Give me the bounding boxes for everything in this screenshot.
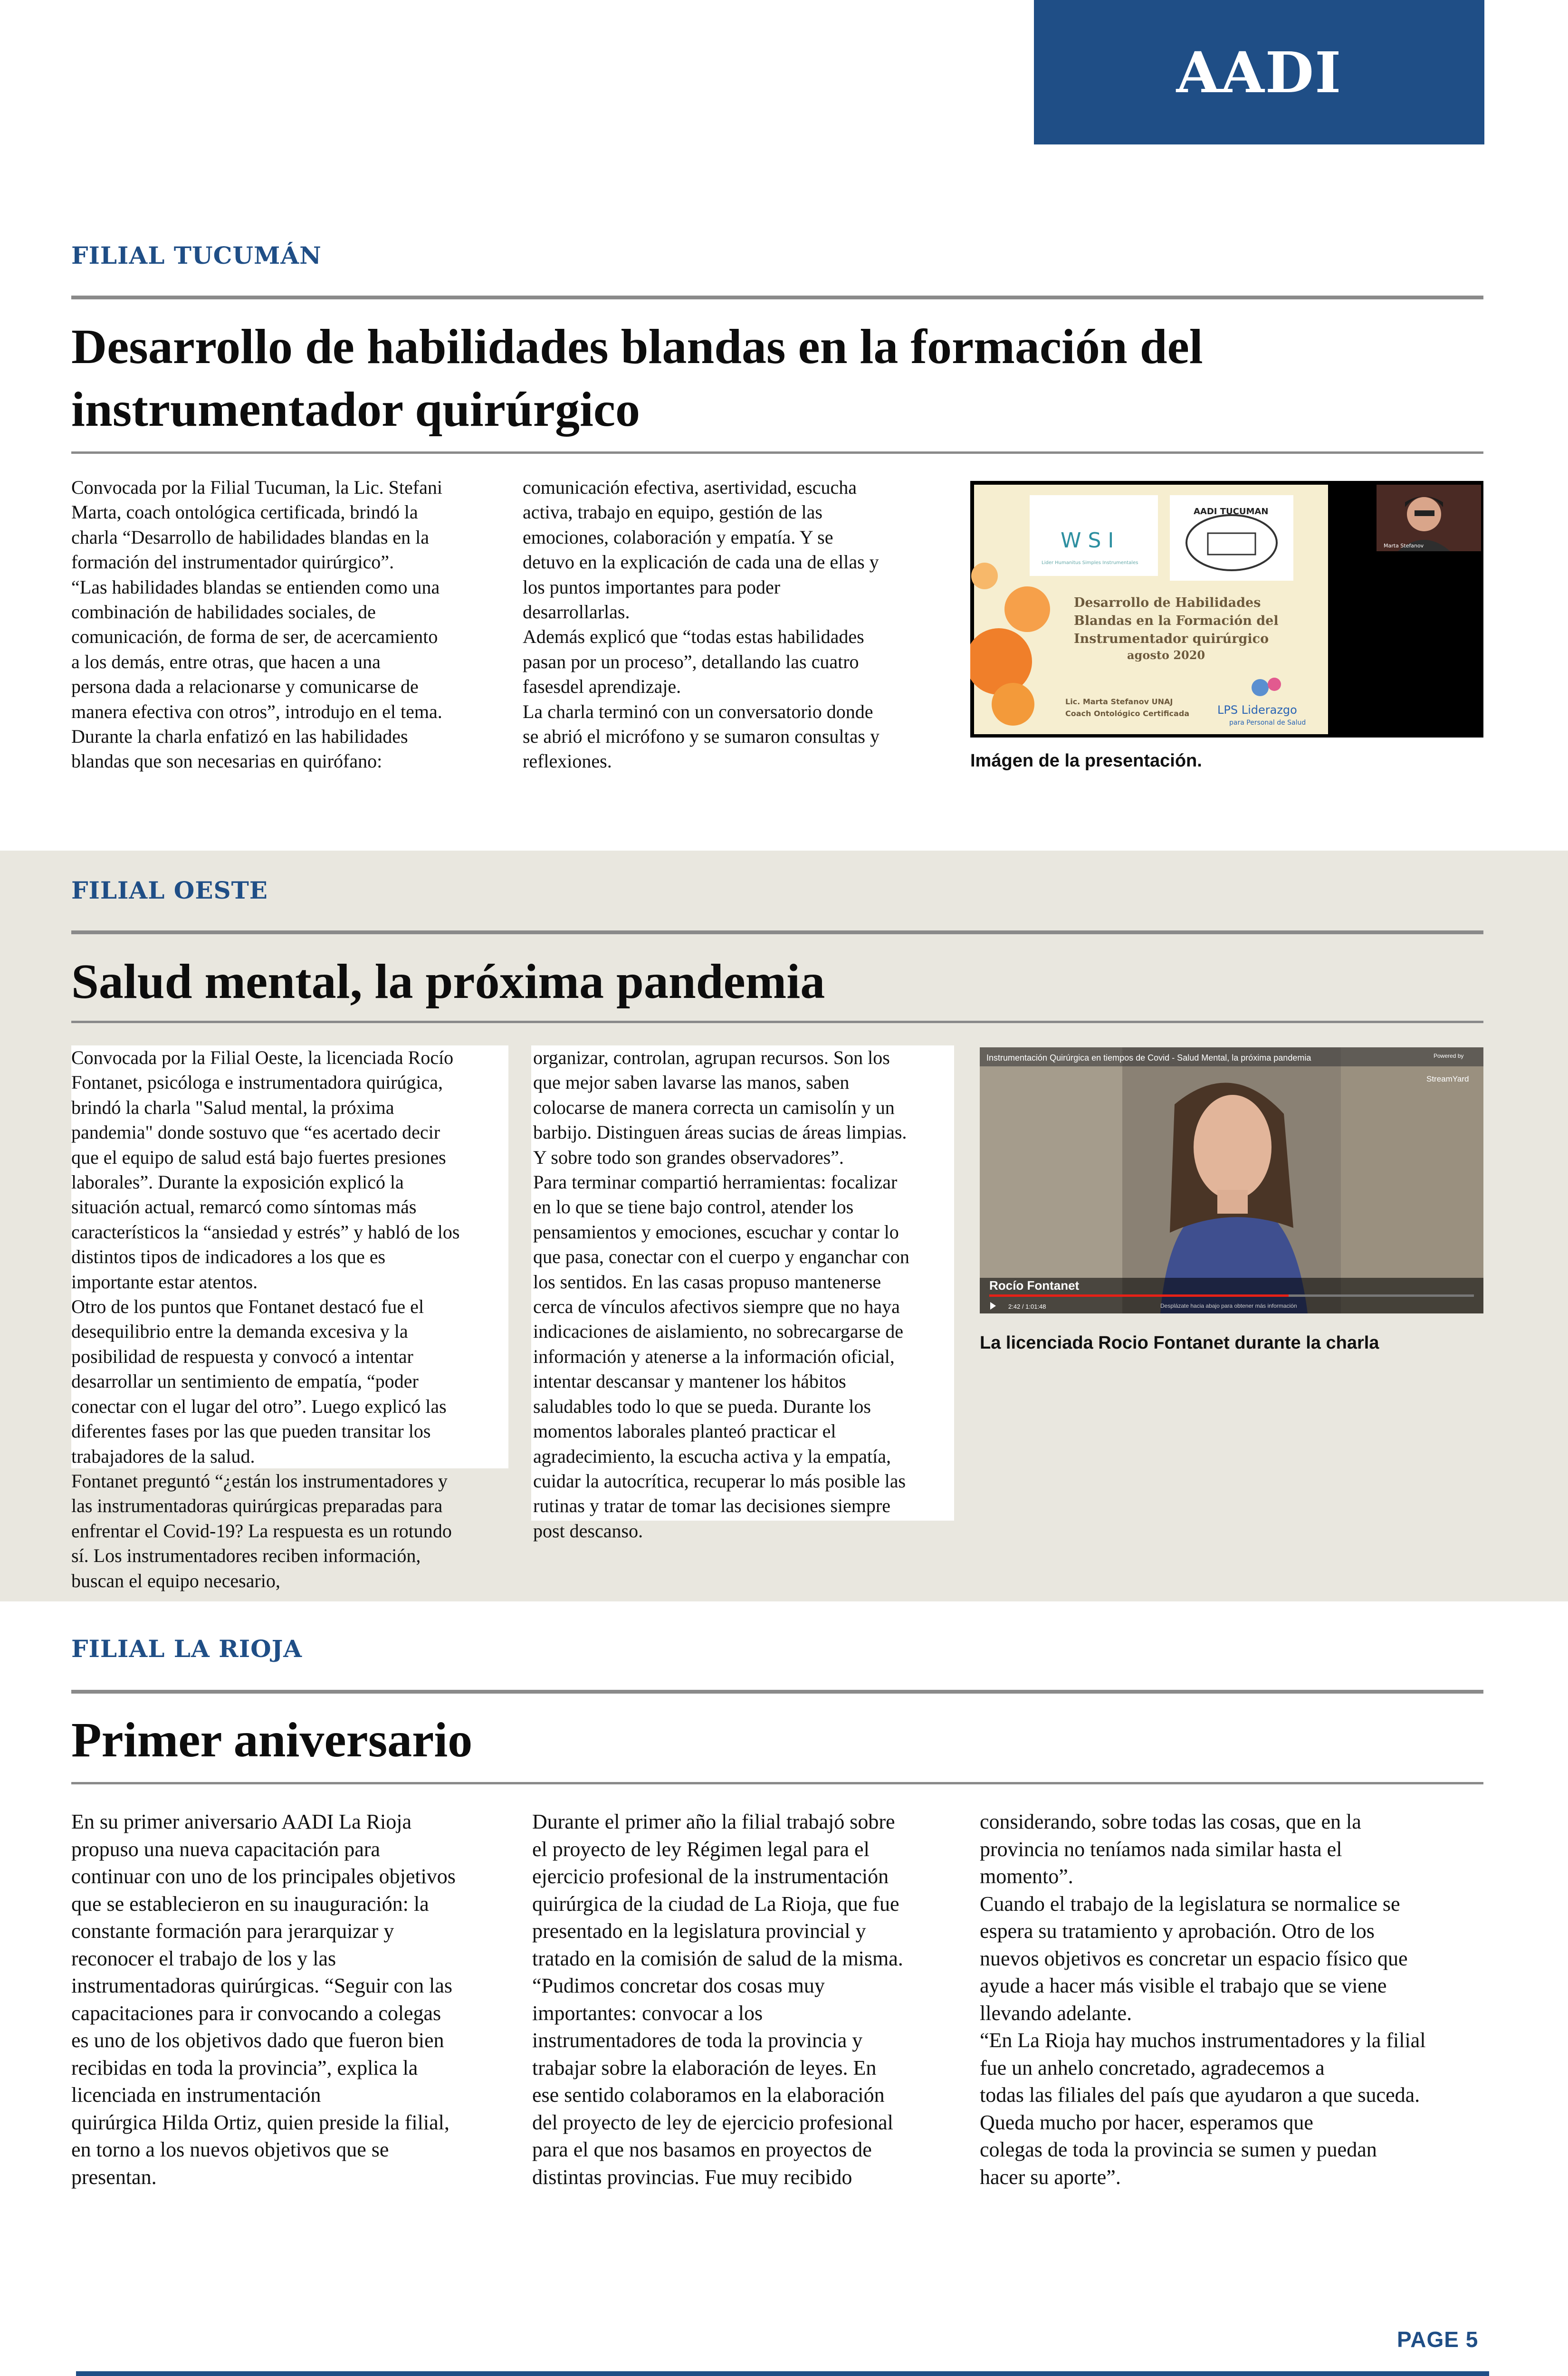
article-headline (71, 316, 1483, 441)
text-line: Convocada por la Filial Oeste, la licenciada Rocío (71, 1047, 454, 1068)
text-line: es uno de los objetivos dado que fueron bien (71, 2029, 444, 2052)
text-line: intentar descansar y mantener los hábitos (533, 1370, 846, 1392)
text-line: quirúrgica de la ciudad de La Rioja, que fue (532, 1892, 899, 1916)
text-line: reconocer el trabajo de los y las (71, 1946, 336, 1970)
text-line: distintos tipos de indicadores a los que es (71, 1246, 386, 1268)
text-line: comunicación, de forma de ser, de acercamiento (71, 626, 438, 648)
text-line: fasesdel aprendizaje. (523, 676, 681, 698)
speaker-name-tag: Rocío Fontanet (989, 1278, 1080, 1293)
article-headline: Primer aniversario (71, 1713, 473, 1767)
article-column-3 (980, 1808, 1493, 2191)
streamyard-logo: StreamYard (1426, 1074, 1469, 1083)
participant-label: Marta Stefanov (1384, 543, 1424, 549)
text-line: todas las filiales del país que ayudaron a que suceda. (980, 2083, 1420, 2107)
image-caption: Imágen de la presentación. (970, 751, 1202, 771)
footer-bar (76, 2371, 1489, 2376)
text-line: La charla terminó con un conversatorio donde (523, 700, 873, 722)
text-line: post descanso. (533, 1520, 643, 1542)
text-line: enfrentar el Covid-19? La respuesta es un rotundo (71, 1520, 452, 1542)
text-line: “En La Rioja hay muchos instrumentadores y la filial (980, 2029, 1426, 2052)
text-line: los sentidos. En las casas propuso mantenerse (533, 1271, 881, 1293)
text-line: posibilidad de respuesta y convocó a intentar (71, 1345, 413, 1367)
section-kicker-oeste: FILIAL OESTE (71, 876, 268, 904)
text-line: que mejor saben lavarse las manos, saben (533, 1072, 850, 1093)
text-line: fue un anhelo concretado, agradecemos a (980, 2056, 1325, 2079)
text-line: activa, trabajo en equipo, gestión de las (523, 501, 822, 523)
wosi-logo-sub: Lider Humanitus Simples Instrumentales (1042, 560, 1138, 565)
text-line: propuso una nueva capacitación para (71, 1837, 380, 1861)
text-line: licenciada en instrumentación (71, 2083, 321, 2107)
text-line: presentan. (71, 2165, 157, 2189)
video-caption: La licenciada Rocio Fontanet durante la charla (980, 1333, 1379, 1353)
text-line: brindó la charla "Salud mental, la próxima (71, 1096, 394, 1118)
brand-name: AADI (1176, 39, 1342, 105)
aadi-tucuman-logo-text: AADI TUCUMAN (1194, 507, 1269, 517)
video-frame-graphic (980, 1047, 1483, 1313)
text-line: en lo que se tiene bajo control, atender los (533, 1196, 854, 1218)
text-line: que el equipo de salud está bajo fuertes presiones (71, 1146, 446, 1168)
presentation-slide-graphic (970, 481, 1483, 738)
text-line: ejercicio profesional de la instrumentación (532, 1865, 889, 1888)
text-line: en torno a los nuevos objetivos que se (71, 2138, 389, 2161)
slide-author-2: Coach Ontológico Certificada (1065, 709, 1190, 718)
slide-title-1: Desarrollo de Habilidades (1074, 595, 1261, 610)
text-line: pensamientos y emociones, escuchar y contar lo (533, 1221, 899, 1243)
article-column-2 (533, 1045, 961, 1543)
headline-line-2: instrumentador quirúrgico (71, 382, 641, 437)
article-column-1 (71, 1808, 518, 2191)
text-line: el proyecto de ley Régimen legal para el (532, 1837, 870, 1861)
text-line: nuevos objetivos es concretar un espacio físico que (980, 1946, 1408, 1970)
text-line: importante estar atentos. (71, 1271, 258, 1293)
text-line: constante formación para jerarquizar y (71, 1919, 394, 1943)
text-line: cuidar la autocrítica, recuperar lo más posible las (533, 1470, 906, 1492)
section-divider (71, 930, 1483, 934)
text-line: manera efectiva con otros”, introdujo en el tema. (71, 700, 442, 722)
text-line: cerca de vínculos afectivos siempre que no haya (533, 1296, 900, 1318)
text-line: colegas de toda la provincia se sumen y puedan (980, 2138, 1377, 2161)
text-line: Otro de los puntos que Fontanet destacó fue el (71, 1296, 424, 1318)
article-column-2 (523, 475, 960, 774)
text-line: a los demás, entre otras, que hacen a una (71, 651, 381, 672)
text-line: Además explicó que “todas estas habilidades (523, 626, 864, 648)
text-line: Fontanet preguntó “¿están los instrumentadores y (71, 1470, 448, 1492)
text-line: característicos la “ansiedad y estrés” y habló de los (71, 1221, 460, 1243)
slide-author-1: Lic. Marta Stefanov UNAJ (1065, 697, 1173, 706)
text-line: ese sentido colaboramos en la elaboración (532, 2083, 885, 2107)
text-line: instrumentadoras quirúrgicas. “Seguir con las (71, 1974, 452, 1997)
text-line: desarrollarlas. (523, 601, 630, 623)
section-divider (71, 296, 1483, 299)
page-number: PAGE 5 (1397, 2327, 1479, 2352)
text-line: para el que nos basamos en proyectos de (532, 2138, 872, 2161)
text-line: distintas provincias. Fue muy recibido (532, 2165, 852, 2189)
text-line: agradecimiento, la escucha activa y la empatía, (533, 1445, 891, 1467)
lps-logo-sub: para Personal de Salud (1229, 719, 1306, 727)
video-timestamp: 2:42 / 1:01:48 (1008, 1303, 1046, 1310)
article-column-2 (532, 1808, 969, 2191)
text-line: del proyecto de ley de ejercicio profesional (532, 2110, 893, 2134)
text-line: capacitaciones para ir convocando a colegas (71, 2001, 441, 2025)
text-line: diferentes fases por las que pueden transitar los (71, 1420, 431, 1442)
article-column-1 (71, 1045, 527, 1593)
video-player-image (980, 1047, 1483, 1313)
text-line: emociones, colaboración y empatía. Y se (523, 526, 833, 548)
article-column-1 (71, 475, 508, 774)
text-line: blandas que son necesarias en quirófano: (71, 750, 382, 772)
text-line: Marta, coach ontológica certificada, brindó la (71, 501, 418, 523)
text-line: situación actual, remarcó como síntomas más (71, 1196, 417, 1218)
text-line: hacer su aporte”. (980, 2165, 1121, 2189)
text-line: pandemia" donde sostuvo que “es acertado decir (71, 1121, 440, 1143)
headline-divider (71, 1782, 1483, 1784)
text-line: rutinas y tratar de tomar las decisiones siempre (533, 1495, 890, 1517)
text-line: trabajadores de la salud. (71, 1445, 255, 1467)
text-line: Durante la charla enfatizó en las habilidades (71, 726, 408, 747)
text-line: continuar con uno de los principales objetivos (71, 1865, 456, 1888)
text-line: barbijo. Distinguen áreas sucias de áreas limpias. (533, 1121, 907, 1143)
text-line: pasan por un proceso”, detallando las cuatro (523, 651, 859, 672)
text-line: sí. Los instrumentadores reciben información, (71, 1545, 421, 1567)
text-line: saludables todo lo que se pueda. Durante los (533, 1395, 871, 1417)
slide-title-3: Instrumentador quirúrgico (1074, 632, 1269, 646)
text-line: combinación de habilidades sociales, de (71, 601, 376, 623)
text-line: provincia no teníamos nada similar hasta el (980, 1837, 1342, 1861)
section-kicker-larioja: FILIAL LA RIOJA (71, 1635, 303, 1663)
text-line: las instrumentadoras quirúrgicas preparadas para (71, 1495, 443, 1517)
text-line: charla “Desarrollo de habilidades blandas en la (71, 526, 430, 548)
slide-title-2: Blandas en la Formación del (1074, 613, 1279, 628)
video-title: Instrumentación Quirúrgica en tiempos de Covid - Salud Mental, la próxima pandemia (986, 1053, 1311, 1063)
text-line: momento”. (980, 1865, 1073, 1888)
text-line: laborales”. Durante la exposición explicó la (71, 1171, 404, 1193)
text-line: “Pudimos concretar dos cosas muy (532, 1974, 825, 1997)
section-kicker-tucuman: FILIAL TUCUMÁN (71, 241, 322, 269)
headline-line-1: Desarrollo de habilidades blandas en la formación del (71, 319, 1203, 374)
text-line: En su primer aniversario AADI La Rioja (71, 1810, 412, 1833)
text-line: quirúrgica Hilda Ortiz, quien preside la filial, (71, 2110, 449, 2134)
powered-by: Powered by (1434, 1053, 1464, 1059)
text-line: colocarse de manera correcta un camisolín y un (533, 1096, 895, 1118)
text-line: formación del instrumentador quirúrgico”. (71, 551, 394, 573)
text-line: detuvo en la explicación de cada una de ellas y (523, 551, 879, 573)
text-line: Durante el primer año la filial trabajó sobre (532, 1810, 895, 1833)
text-line: información y atenerse a la información oficial, (533, 1345, 895, 1367)
text-line: importantes: convocar a los (532, 2001, 763, 2025)
video-scroll-hint: Desplázate hacia abajo para obtener más información (1160, 1303, 1297, 1309)
text-line: que se establecieron en su inauguración: la (71, 1892, 429, 1916)
text-line: tratado en la comisión de salud de la misma. (532, 1946, 903, 1970)
text-line: espera su tratamiento y aprobación. Otro de los (980, 1919, 1375, 1943)
text-line: indicaciones de aislamiento, no sobrecargarse de (533, 1321, 903, 1342)
brand-logo (1034, 0, 1484, 144)
text-line: Cuando el trabajo de la legislatura se normalice se (980, 1892, 1400, 1916)
text-line: se abrió el micrófono y se sumaron consultas y (523, 726, 880, 747)
text-line: trabajar sobre la elaboración de leyes. En (532, 2056, 877, 2079)
headline-divider (71, 1021, 1483, 1023)
section-divider (71, 1690, 1483, 1694)
text-line: recibidas en toda la provincia”, explica la (71, 2056, 418, 2079)
article-headline: Salud mental, la próxima pandemia (71, 954, 825, 1009)
text-line: momentos laborales planteó practicar el (533, 1420, 836, 1442)
text-line: buscan el equipo necesario, (71, 1570, 280, 1591)
slide-date: agosto 2020 (1127, 648, 1205, 662)
text-line: instrumentadores de toda la provincia y (532, 2029, 863, 2052)
text-line: Para terminar compartió herramientas: focalizar (533, 1171, 898, 1193)
text-line: conectar con el lugar del otro”. Luego explicó las (71, 1395, 447, 1417)
text-line: considerando, sobre todas las cosas, que en la (980, 1810, 1361, 1833)
text-line: desarrollar un sentimiento de empatía, “poder (71, 1370, 419, 1392)
text-line: “Las habilidades blandas se entienden como una (71, 576, 440, 598)
text-line: llevando adelante. (980, 2001, 1132, 2025)
lps-logo-text: LPS Liderazgo (1217, 703, 1297, 717)
text-line: reflexiones. (523, 750, 612, 772)
text-line: que pasa, conectar con el cuerpo y enganchar con (533, 1246, 909, 1268)
text-line: Y sobre todo son grandes observadores”. (533, 1146, 844, 1168)
text-line: Convocada por la Filial Tucuman, la Lic. Stefani (71, 477, 442, 498)
text-line: persona dada a relacionarse y comunicarse de (71, 676, 419, 698)
text-line: Fontanet, psicóloga e instrumentadora quirúgica, (71, 1072, 443, 1093)
text-line: desequilibrio entre la demanda excesiva y la (71, 1321, 408, 1342)
wosi-logo-text: W S I (1061, 528, 1114, 553)
text-line: Queda mucho por hacer, esperamos que (980, 2110, 1313, 2134)
presentation-image (970, 481, 1483, 738)
text-line: ayude a hacer más visible el trabajo que se viene (980, 1974, 1387, 1997)
headline-divider (71, 451, 1483, 454)
text-line: presentado en la legislatura provincial y (532, 1919, 866, 1943)
text-line: los puntos importantes para poder (523, 576, 781, 598)
text-line: comunicación efectiva, asertividad, escucha (523, 477, 857, 498)
text-line: organizar, controlan, agrupan recursos. Son los (533, 1047, 890, 1068)
